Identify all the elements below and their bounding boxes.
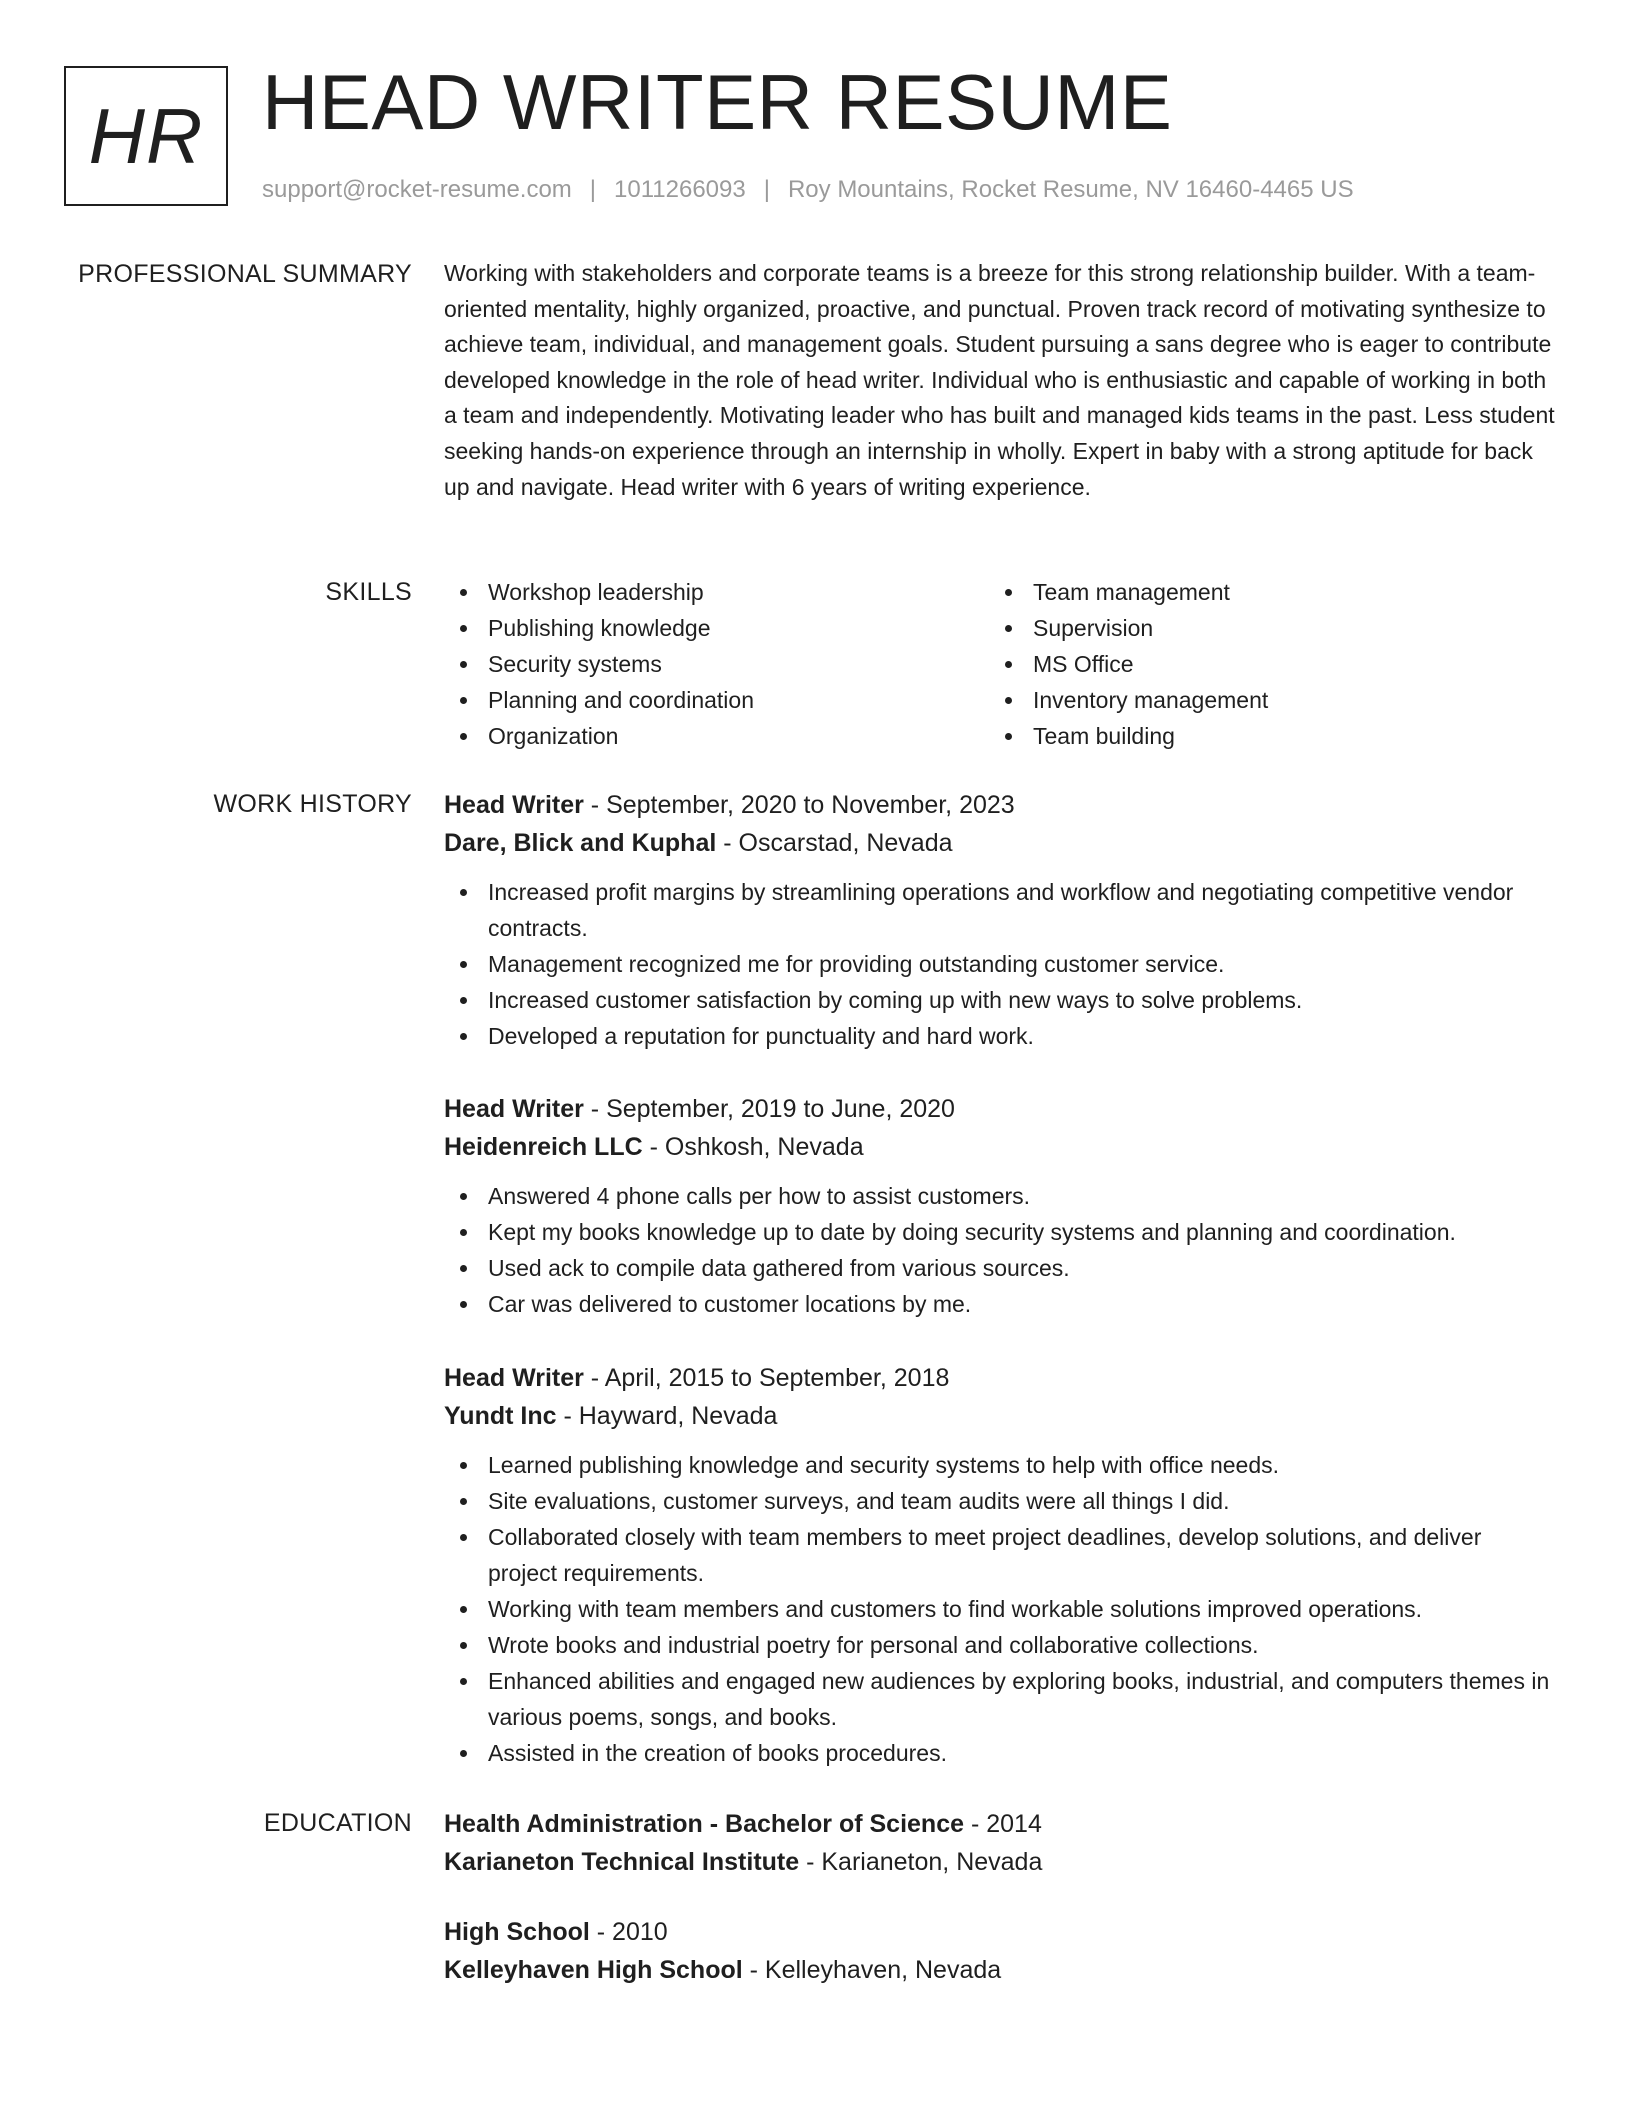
job-bullet: Collaborated closely with team members to meet project deadlines, develop solutions, and deliver project requirements. [444, 1519, 1556, 1591]
education-school: Kelleyhaven High School [444, 1956, 743, 1984]
job-bullet: Site evaluations, customer surveys, and team audits were all things I did. [444, 1483, 1556, 1519]
skill-item: Workshop leadership [444, 574, 989, 610]
skill-item: Planning and coordination [444, 682, 989, 718]
resume-title: HEAD WRITER RESUME [262, 58, 1173, 146]
skill-item: Supervision [989, 610, 1534, 646]
job-location: - Oshkosh, Nevada [642, 1133, 864, 1161]
job-title: Head Writer [444, 791, 584, 819]
contact-separator: | [589, 176, 597, 203]
job-bullet: Developed a reputation for punctuality and hard work. [444, 1018, 1556, 1054]
education-year: - 2014 [964, 1810, 1042, 1838]
job-dates: - April, 2015 to September, 2018 [583, 1364, 950, 1392]
job-title-line [444, 1090, 1556, 1128]
job-bullet: Car was delivered to customer locations by me. [444, 1286, 1556, 1322]
job-bullets [444, 1178, 1556, 1322]
job-bullet: Wrote books and industrial poetry for personal and collaborative collections. [444, 1627, 1556, 1663]
job-bullet: Learned publishing knowledge and security systems to help with office needs. [444, 1447, 1556, 1483]
job-dates: - September, 2019 to June, 2020 [583, 1095, 955, 1123]
job-company-line [444, 1397, 1556, 1435]
job-entry [444, 1359, 1556, 1771]
job-entry [444, 1090, 1556, 1322]
job-bullet: Management recognized me for providing outstanding customer service. [444, 946, 1556, 982]
job-bullet: Kept my books knowledge up to date by doing security systems and planning and coordination. [444, 1214, 1556, 1250]
job-title-line [444, 1359, 1556, 1397]
job-location: - Oscarstad, Nevada [716, 829, 953, 857]
education-location: - Kelleyhaven, Nevada [742, 1956, 1002, 1984]
education-year: - 2010 [589, 1918, 668, 1946]
job-title-line [444, 786, 1556, 824]
job-bullet: Working with team members and customers to find workable solutions improved operations. [444, 1591, 1556, 1627]
skill-item: Inventory management [989, 682, 1534, 718]
job-bullets [444, 874, 1556, 1054]
job-company-line [444, 1128, 1556, 1166]
contact-address: Roy Mountains, Rocket Resume, NV 16460-4465 US [787, 176, 1354, 203]
contact-email[interactable]: support@rocket-resume.com [262, 176, 572, 203]
job-title: Head Writer [444, 1364, 584, 1392]
education-school-line [444, 1951, 1556, 1989]
section-heading: WORK HISTORY [213, 790, 412, 818]
job-company-line [444, 824, 1556, 862]
education-entry [444, 1805, 1556, 1881]
skill-item: MS Office [989, 646, 1534, 682]
job-bullet: Used ack to compile data gathered from various sources. [444, 1250, 1556, 1286]
education-degree-line [444, 1805, 1556, 1843]
job-entry [444, 786, 1556, 1054]
skill-item: Team building [989, 718, 1534, 754]
contact-separator: | [763, 176, 770, 203]
job-bullet: Enhanced abilities and engaged new audiences by exploring books, industrial, and computers themes in various poems, songs, and books. [444, 1663, 1556, 1735]
skills-list-left [444, 574, 989, 754]
education-location: - Karianeton, Nevada [799, 1848, 1043, 1876]
job-bullet: Assisted in the creation of books procedures. [444, 1735, 1556, 1771]
job-company: Dare, Blick and Kuphal [444, 829, 717, 857]
job-bullet: Answered 4 phone calls per how to assist customers. [444, 1178, 1556, 1214]
education-degree: Health Administration - Bachelor of Science [444, 1810, 965, 1838]
job-company: Yundt Inc [444, 1402, 557, 1430]
job-bullet: Increased profit margins by streamlining operations and workflow and negotiating competitive vendor contracts. [444, 874, 1556, 946]
job-dates: - September, 2020 to November, 2023 [583, 791, 1015, 819]
contact-phone: 1011266093 [614, 176, 746, 203]
contact-line [262, 174, 1354, 206]
job-location: - Hayward, Nevada [556, 1402, 778, 1430]
monogram-badge [64, 66, 228, 206]
skill-item: Organization [444, 718, 989, 754]
section-heading: EDUCATION [263, 1809, 412, 1837]
skills-list-right [989, 574, 1534, 754]
summary-text: Working with stakeholders and corporate teams is a breeze for this strong relationship builder. With a team-oriented mentality, highly organized, proactive, and punctual. Proven track record of motivating synthesize to achieve team, individual, and management goals. Student pursuing a sans degree who is eager to contribute developed knowledge in the role of head writer. Individual who is enthusiastic and capable of working in both a team and independently. Motivating leader who has built and managed kids teams in the past. Less student seeking hands-on experience through an internship in wholly. Expert in baby with a strong aptitude for back up and navigate. Head writer with 6 years of writing experience. [444, 260, 1555, 500]
monogram-text: HR [88, 91, 204, 180]
education-entry [444, 1913, 1556, 1989]
job-title: Head Writer [444, 1095, 584, 1123]
education-school: Karianeton Technical Institute [444, 1848, 800, 1876]
job-company: Heidenreich LLC [444, 1133, 643, 1161]
skills-grid [444, 574, 1556, 754]
education-degree-line [444, 1913, 1556, 1951]
education-school-line [444, 1843, 1556, 1881]
education-degree: High School [444, 1918, 590, 1946]
job-bullet: Increased customer satisfaction by coming up with new ways to solve problems. [444, 982, 1556, 1018]
skill-item: Team management [989, 574, 1534, 610]
section-heading: PROFESSIONAL SUMMARY [78, 260, 412, 288]
section-heading: SKILLS [325, 578, 412, 606]
skill-item: Security systems [444, 646, 989, 682]
job-bullets [444, 1447, 1556, 1771]
skill-item: Publishing knowledge [444, 610, 989, 646]
